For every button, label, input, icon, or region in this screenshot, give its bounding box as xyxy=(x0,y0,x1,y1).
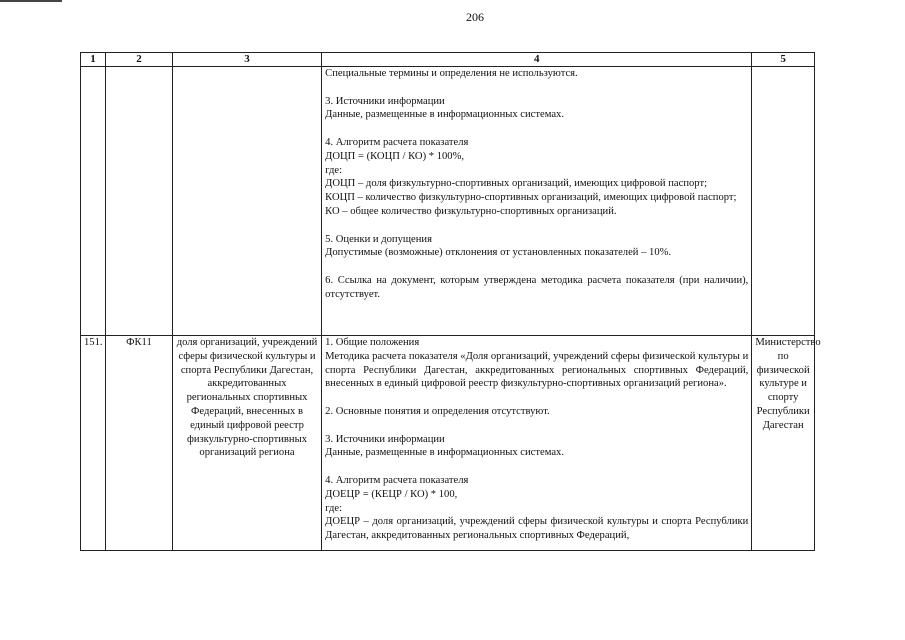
section-heading: 2. Основные понятия и определения отсутствуют. xyxy=(325,405,550,417)
cell-code: ФК11 xyxy=(106,336,173,551)
column-header: 5 xyxy=(752,53,815,67)
text-line: Специальные термины и определения не используются. xyxy=(325,68,578,79)
table-row xyxy=(81,336,815,551)
table-row xyxy=(81,67,815,336)
section-heading: 3. Источники информации xyxy=(325,433,445,445)
text-line: где: xyxy=(325,164,343,176)
section-heading: 4. Алгоритм расчета показателя xyxy=(325,136,469,148)
definition: ДОЕЦР – доля организаций, учреждений сферы физической культуры и спорта Республики Дагестан, аккредитованных региональных спортивных Федераций, xyxy=(325,516,749,542)
page-number: 206 xyxy=(466,10,484,24)
cell-number: 151. xyxy=(81,336,106,551)
scan-edge-line xyxy=(0,0,62,2)
column-header: 4 xyxy=(322,53,752,67)
cell-name xyxy=(172,67,321,336)
text-line: Данные, размещенные в информационных системах. xyxy=(325,109,564,121)
cell-responsible xyxy=(752,67,815,336)
section-heading: 3. Источники информации xyxy=(325,95,445,107)
text-line: Данные, размещенные в информационных системах. xyxy=(325,447,564,459)
column-header: 2 xyxy=(106,53,173,67)
text-line: Допустимые (возможные) отклонения от установленных показателей – 10%. xyxy=(325,247,672,259)
formula: ДОЕЦР = (КЕЦР / КО) * 100, xyxy=(325,488,458,500)
cell-methodology xyxy=(322,67,752,336)
column-header: 1 xyxy=(81,53,106,67)
indicator-table xyxy=(80,52,821,551)
text-line: 6. Ссылка на документ, которым утверждена методика расчета показателя (при наличии), отсутствует. xyxy=(325,274,749,300)
cell-code xyxy=(106,67,173,336)
formula: ДОЦП = (КОЦП / КО) * 100%, xyxy=(325,150,465,162)
text-line: Методика расчета показателя «Доля организаций, учреждений сферы физической культуры и спорта Республики Дагестан, аккредитованных региональных спортивных Федераций, внесенных в единый цифровой реестр физкультурно-спортивных организаций региона». xyxy=(325,350,749,390)
section-heading: 1. Общие положения xyxy=(325,337,420,348)
text-line: где: xyxy=(325,502,343,514)
cell-number xyxy=(81,67,106,336)
definition: ДОЦП – доля физкультурно-спортивных организаций, имеющих цифровой паспорт; xyxy=(325,178,708,190)
section-heading: 5. Оценки и допущения xyxy=(325,233,432,245)
cell-name: доля организаций, учреждений сферы физической культуры и спорта Республики Дагестан, аккредитованных региональных спортивных Федераций, внесенных в единый цифровой реестр физкультурно-спортивных организаций региона xyxy=(172,336,321,551)
table-header-row xyxy=(81,53,815,67)
cell-responsible: Министерство по физической культуре и спорту Республики Дагестан xyxy=(752,336,815,551)
definition: КО – общее количество физкультурно-спортивных организаций. xyxy=(325,205,617,217)
definition: КОЦП – количество физкультурно-спортивных организаций, имеющих цифровой паспорт; xyxy=(325,192,737,204)
cell-methodology xyxy=(322,336,752,551)
section-heading: 4. Алгоритм расчета показателя xyxy=(325,474,469,486)
column-header: 3 xyxy=(172,53,321,67)
